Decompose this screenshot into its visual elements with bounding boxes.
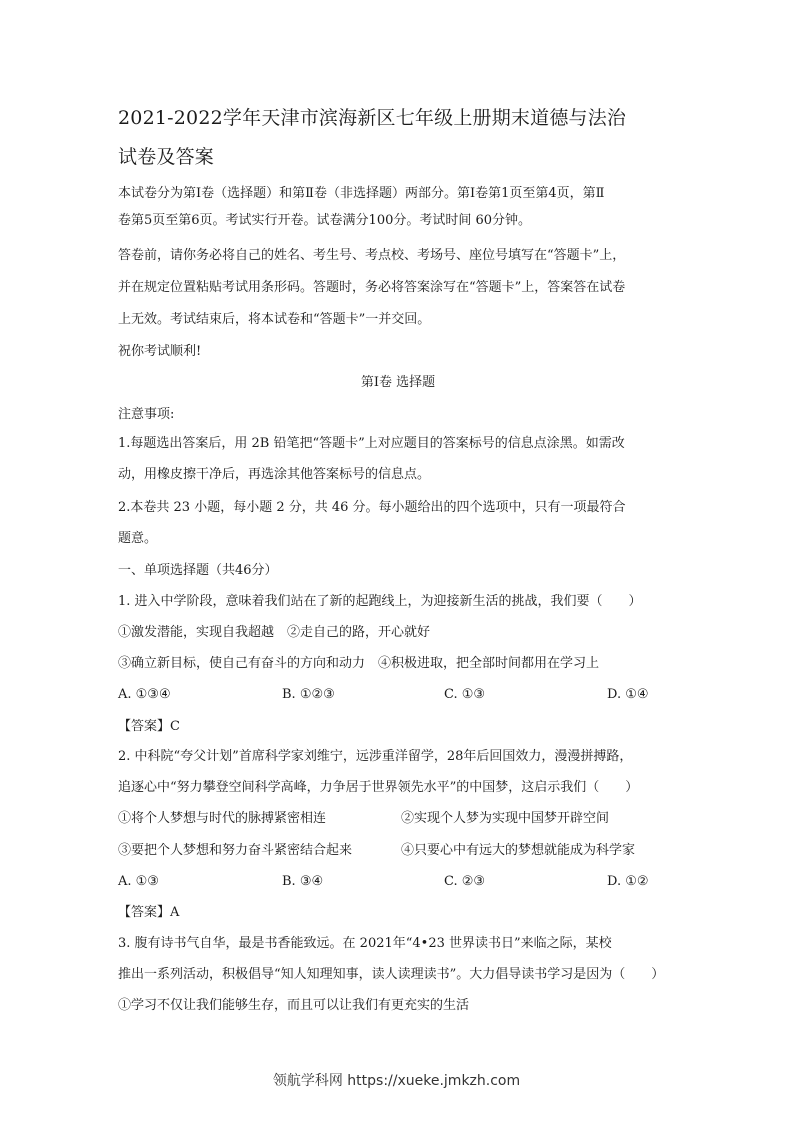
note-line: 2.本卷共 23 小题，每小题 2 分，共 46 分。每小题给出的四个选项中，只有一项最符合 <box>118 500 626 515</box>
section-heading: 一、单项选择题（共46分） <box>118 563 278 578</box>
option-d: D. ①④ <box>607 687 649 702</box>
question-3-stem: 3. 腹有诗书气自华，最是书香能致远。在 2021年“4•23 世界读书日”来临之际，某校 <box>118 936 612 951</box>
item: ③要把个人梦想和努力奋斗紧密结合起来 <box>118 843 353 858</box>
note-line: 1.每题选出答案后，用 2B 铅笔把“答题卡”上对应题目的答案标号的信息点涂黑。如需改 <box>118 436 625 451</box>
title-line-1: 2021-2022学年天津市滨海新区七年级上册期末道德与法治 <box>118 107 627 129</box>
title-line-2: 试卷及答案 <box>118 146 215 168</box>
question-3-stem: 推出一系列活动，积极倡导“知人知理知事，读人读理读书”。大力倡导读书学习是因为（ ） <box>118 967 665 982</box>
item: ①将个人梦想与时代的脉搏紧密相连 <box>118 811 327 826</box>
note-line: 动，用橡皮擦干净后，再选涂其他答案标号的信息点。 <box>118 467 431 482</box>
intro-line: 卷第5页至第6页。考试实行开卷。试卷满分100分。考试时间 60分钟。 <box>118 213 532 228</box>
question-2-stem: 2. 中科院“夸父计划”首席科学家刘维宁，远涉重洋留学，28年后回国效力，漫漫拼搏路， <box>118 749 633 764</box>
option-b: B. ①②③ <box>282 687 335 702</box>
option-c: C. ①③ <box>444 687 486 702</box>
intro-line: 并在规定位置粘贴考试用条形码。答题时，务必将答案涂写在“答题卡”上，答案答在试卷 <box>118 280 626 295</box>
intro-line: 答卷前，请你务必将自己的姓名、考生号、考点校、考场号、座位号填写在“答题卡”上， <box>118 248 626 263</box>
option-b: B. ③④ <box>282 874 324 889</box>
question-2-answer: 【答案】A <box>118 905 180 920</box>
footer-watermark: 领航学科网 https://xueke.jmkzh.com <box>272 1073 521 1089</box>
question-3-item: ①学习不仅让我们能够生存，而且可以让我们有更充实的生活 <box>118 998 470 1013</box>
question-1-stem: 1. 进入中学阶段，意味着我们站在了新的起跑线上，为迎接新生活的挑战，我们要（ ） <box>118 594 642 609</box>
question-1-answer: 【答案】C <box>118 719 180 734</box>
intro-line: 本试卷分为第Ⅰ卷（选择题）和第Ⅱ卷（非选择题）两部分。第Ⅰ卷第1页至第4页，第Ⅱ <box>118 186 605 201</box>
intro-line: 上无效。考试结束后，将本试卷和“答题卡”一并交回。 <box>118 312 431 327</box>
question-2-stem: 追逐心中“努力攀登空间科学高峰，力争居于世界领先水平”的中国梦，这启示我们（ ） <box>118 780 639 795</box>
intro-line: 祝你考试顺利! <box>118 344 202 359</box>
option-d: D. ①② <box>607 874 649 889</box>
option-a: A. ①③ <box>118 874 159 889</box>
notes-heading: 注意事项: <box>118 407 175 422</box>
option-c: C. ②③ <box>444 874 486 889</box>
section-title: 第Ⅰ卷 选择题 <box>360 375 436 390</box>
note-line: 题意。 <box>118 531 158 546</box>
question-1-items: ③确立新目标，使自己有奋斗的方向和动力 ④积极进取，把全部时间都用在学习上 <box>118 656 600 671</box>
item: ②实现个人梦为实现中国梦开辟空间 <box>401 811 610 826</box>
question-1-items: ①激发潜能，实现自我超越 ②走自己的路，开心就好 <box>118 625 431 640</box>
option-a: A. ①③④ <box>118 687 171 702</box>
item: ④只要心中有远大的梦想就能成为科学家 <box>401 843 636 858</box>
